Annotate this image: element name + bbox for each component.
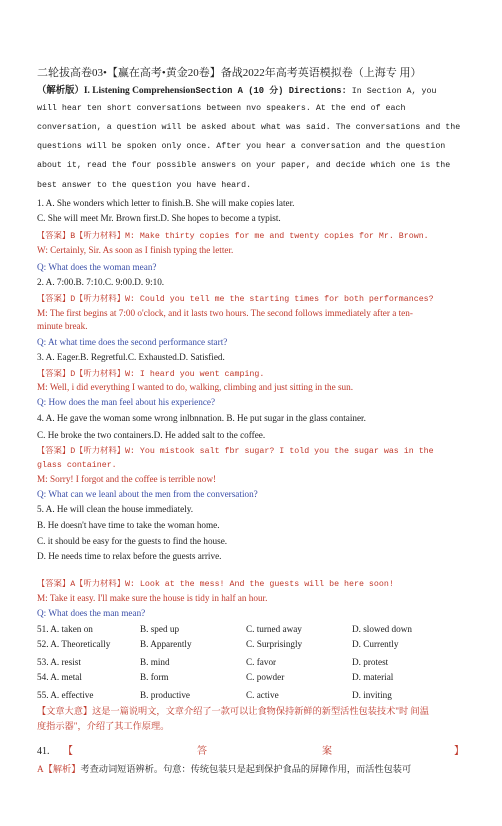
question-3-answer: 【答案】D【听力材料】W: I heard you went camping. — [37, 370, 265, 379]
directions-line: questions will be spoken only once. After you hear a conversation and the question — [37, 142, 446, 151]
question-2-transcript: M: The first begins at 7:00 o'clock, and it lasts two hours. The second follows immediately after a ten- — [37, 308, 413, 318]
directions-line: about it, read the four possible answers on your paper, and decide which one is the — [37, 161, 451, 170]
question-5-prompt: Q: What does the man mean? — [37, 608, 146, 618]
doc-title-line2 — [37, 84, 464, 98]
article-summary: 【文章大意】这是一篇说明文，文章介绍了一款可以让食物保持新鲜的新型活性包装技术"时 间温 — [37, 706, 429, 716]
bracket-left: 【 — [63, 746, 73, 757]
answer-char: 案 — [322, 746, 332, 757]
cloze-option: B. form — [140, 672, 169, 682]
question-1-transcript: W: Certainly, Sir. As soon as I finish typing the letter. — [37, 245, 234, 255]
directions-line: will hear ten short conversations between nvo speakers. At the end of each — [37, 104, 406, 113]
cloze-option: C. favor — [246, 657, 277, 667]
cloze-option: D. material — [352, 672, 394, 682]
question-4-transcript: M: Sorry! I forgot and the coffee is terrible now! — [37, 474, 217, 484]
question-5-option-b: B. He doesn't have time to take the woman home. — [37, 520, 220, 530]
cloze-option: D. Currently — [352, 639, 399, 649]
cloze-option: D. protest — [352, 657, 389, 667]
question-5-option-a: 5. A. He will clean the house immediately. — [37, 504, 194, 514]
cloze-option: D. slowed down — [352, 624, 412, 634]
cloze-option: 52. A. Theoretically — [37, 639, 111, 649]
question-3-prompt: Q: How does the man feel about his experience? — [37, 397, 216, 407]
question-4-prompt: Q: What can we leanl about the men from the conversation? — [37, 489, 258, 499]
cloze-option: 51. A. taken on — [37, 624, 93, 634]
question-1-options-cd: C. She will meet Mr. Brown first.D. She hopes to become a typist. — [37, 213, 281, 223]
question-2-transcript: minute break. — [37, 321, 88, 331]
question-5-option-c: C. it should be easy for the guests to find the house. — [37, 536, 228, 546]
section-a-label: Section A (10 分) Directions: — [195, 86, 347, 96]
analysis-label: A【解析】 — [37, 764, 81, 774]
cloze-option: C. Surprisingly — [246, 639, 303, 649]
question-5-transcript: M: Take it easy. I'll make sure the house is tidy in half an hour. — [37, 593, 268, 603]
question-2-prompt: Q: At what time does the second performance start? — [37, 337, 228, 347]
question-2-answer: 【答案】D【听力材料】W: Could you tell me the starting times for both performances? — [37, 295, 434, 304]
question-3-options: 3. A. Eager.B. Regretful.C. Exhausted.D. Satisfied. — [37, 352, 225, 362]
cloze-option: C. powder — [246, 672, 285, 682]
cloze-option: 54. A. metal — [37, 672, 82, 682]
cloze-option: C. turned away — [246, 624, 302, 634]
bracket-right: 】 — [454, 746, 464, 757]
question-1-prompt: Q: What does the woman mean? — [37, 262, 157, 272]
cloze-option: 55. A. effective — [37, 690, 94, 700]
question-41-number: 41. — [37, 746, 50, 757]
question-4-options-cd: C. He broke the two containers.D. He added salt to the coffee. — [37, 430, 266, 440]
question-3-transcript: M: Well, i did everything I wanted to do, walking, climbing and just sitting in the sun. — [37, 382, 354, 392]
cloze-option: D. inviting — [352, 690, 392, 700]
doc-title-line1: 二轮拔高卷03•【赢在高考•黄金20卷】备战2022年高考英语模拟卷（上海专 用） — [37, 67, 422, 79]
question-5-option-d: D. He needs time to relax before the guests arrive. — [37, 551, 222, 561]
question-2-options: 2. A. 7:00.B. 7:10.C. 9:00.D. 9:10. — [37, 277, 165, 287]
cloze-option: B. sped up — [140, 624, 180, 634]
answer-char: 答 — [197, 746, 207, 757]
directions-line: conversation, a question will be asked about what was said. The conversations and the — [37, 123, 461, 132]
question-4-answer-cont: glass container. — [37, 461, 117, 470]
analysis-text: 考查动词短语辨析。句意：传统包装只是起到保护食品的屏障作用，而活性包装可 — [80, 764, 412, 774]
cloze-option: B. mind — [140, 657, 170, 667]
cloze-option: C. active — [246, 690, 279, 700]
question-4-answer: 【答案】D【听力材料】W: You mistook salt fbr sugar? I told you the sugar was in the — [37, 447, 434, 456]
directions-start: In Section A, you — [346, 87, 437, 96]
cloze-option: B. Apparently — [140, 639, 192, 649]
article-summary-cont: 度指示器"，介绍了其工作原理。 — [37, 721, 170, 731]
section-heading: （解析版）I. Listening Comprehension — [37, 86, 196, 96]
question-41-analysis — [37, 763, 464, 775]
question-4-options-ab: 4. A. He gave the woman some wrong inlbnnation. B. He put sugar in the glass container. — [37, 413, 366, 423]
question-5-answer: 【答案】A【听力材料】W: Look at the mess! And the guests will be here soon! — [37, 580, 394, 589]
question-1-options-ab: 1. A. She wonders which letter to finish.B. She will make copies later. — [37, 198, 295, 208]
cloze-option: 53. A. resist — [37, 657, 81, 667]
question-1-answer: 【答案】B【听力材料】M: Make thirty copies for me and twenty copies for Mr. Brown. — [37, 232, 429, 241]
directions-line: best answer to the question you have heard. — [37, 181, 252, 190]
cloze-option: B. productive — [140, 690, 191, 700]
